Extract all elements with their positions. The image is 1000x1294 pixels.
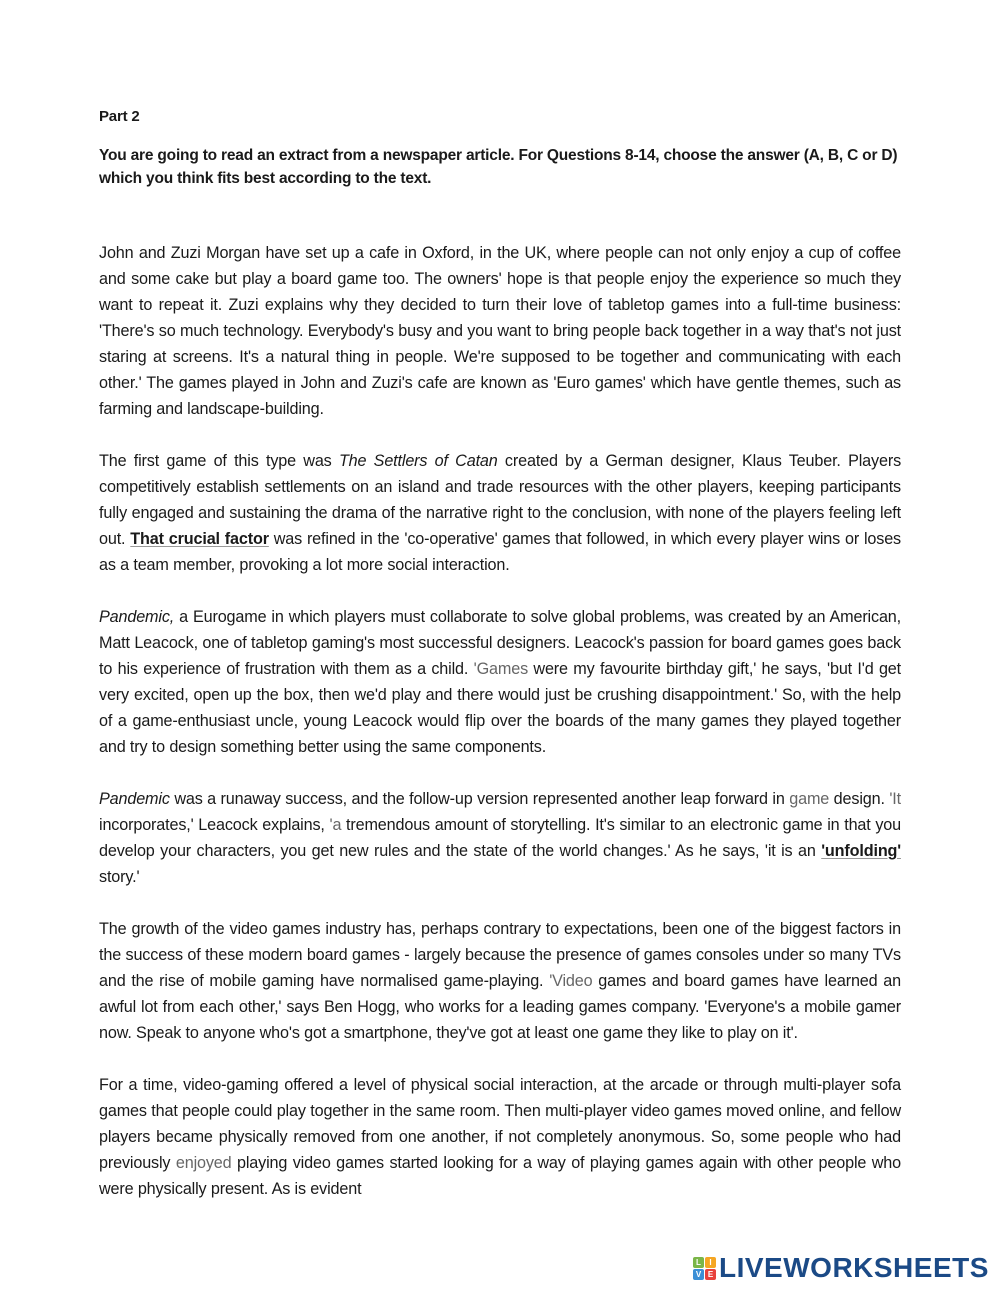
article-paragraph-1: John and Zuzi Morgan have set up a cafe in Oxford, in the UK, where people can not only enjoy a cup of coffee and some cake but play a board game too. The owners' hope is that people enjoy the experience so much they want to repeat it. Zuzi explains why they decided to turn their love of tabletop games into a full-time business: 'There's so much technology. Everybody's busy and you want to bring people back together in a way that's not just staring at screens. It's a natural thing in people. We're supposed to be together and communicating with each other.' The games played in John and Zuzi's cafe are known as 'Euro games' which have gentle themes, such as farming and landscape-building. — [99, 244, 901, 418]
article-paragraph-5 — [99, 916, 901, 1046]
text: was refined in the 'co-operative' games that followed, in which every player wins or loses as a team member, provoking a lot more social interaction. — [99, 530, 902, 574]
grey-word: 'Video — [549, 972, 593, 990]
instructions: You are going to read an extract from a newspaper article. For Questions 8-14, choose the answer (A, B, C or D) which you think fits best according to the text. — [99, 147, 898, 187]
text: a Eurogame in which players must collaborate to solve global problems, was created by an American, Matt Leacock, one of tabletop gaming's most successful designers. Leacock's passion for board games goes back to his experience of frustration with them as a child. — [99, 608, 901, 678]
highlighted-word-unfolding: 'unfolding' — [821, 842, 901, 860]
text: The growth of the video games industry has, perhaps contrary to expectations, been one of the biggest factors in the success of these modern board games - largely because the presence of games consoles under so many TVs and the rise of mobile gaming have normalised game-playing. — [99, 920, 901, 990]
game-title: Pandemic, — [99, 608, 175, 626]
game-title: Pandemic — [99, 790, 170, 808]
text: playing video games started looking for a way of playing games again with other people who were physically present. As is evident — [99, 1154, 901, 1198]
part-title: Part 2 — [99, 108, 140, 125]
text: For a time, video-gaming offered a level of physical social interaction, at the arcade or through multi-player sofa games that people could play together in the same room. Then multi-player video games moved online, and fellow players became physically removed from one another, if not completely anonymous. So, some people who had previously — [99, 1076, 901, 1172]
article-paragraph-6 — [99, 1072, 901, 1202]
liveworksheets-watermark — [693, 1253, 989, 1283]
text: design. — [829, 790, 890, 808]
logo-letter: E — [705, 1269, 716, 1280]
grey-word: 'a — [329, 816, 342, 834]
grey-word: 'It — [889, 790, 901, 808]
logo-letter: I — [705, 1257, 716, 1268]
grey-word: enjoyed — [175, 1154, 232, 1172]
text: was a runaway success, and the follow-up version represented another leap forward in — [169, 790, 790, 808]
article-paragraph-3 — [99, 604, 901, 760]
text: were my favourite birthday gift,' he says, 'but I'd get very excited, open up the box, then we'd play and there would just be crushing disappointment.' So, with the help of a game-enthusiast uncle, young Leacock would flip over the boards of the many games they played together and try to design something better using the same components. — [99, 660, 901, 756]
grey-word: 'Games — [473, 660, 529, 678]
watermark-text: LIVEWORKSHEETS — [719, 1252, 989, 1283]
text: The first game of this type was — [99, 452, 339, 470]
logo-letter: L — [693, 1257, 704, 1268]
text: tremendous amount of storytelling. It's similar to an electronic game in that you develop your characters, you get new rules and the state of the world changes.' As he says, 'it is an — [99, 816, 901, 860]
liveworksheets-logo-icon — [693, 1257, 716, 1280]
highlighted-phrase-crucial-factor: That crucial factor — [130, 530, 269, 548]
article-paragraph-2 — [99, 448, 901, 578]
grey-word: game — [789, 790, 830, 808]
text: games and board games have learned an awful lot from each other,' says Ben Hogg, who works for a leading games company. 'Everyone's a mobile gamer now. Speak to anyone who's got a smartphone, they've got at least one game they like to play on it'. — [99, 972, 901, 1042]
article-paragraph-4 — [99, 786, 901, 890]
logo-letter: V — [693, 1269, 704, 1280]
text: story.' — [99, 868, 140, 886]
worksheet-page — [99, 108, 901, 1228]
text: created by a German designer, Klaus Teuber. Players competitively establish settlements on an island and trade resources with the other players, keeping participants fully engaged and sustaining the drama of the narrative right to the conclusion, with none of the players feeling left out. — [99, 452, 902, 548]
game-title: The Settlers of Catan — [338, 452, 498, 470]
text: incorporates,' Leacock explains, — [99, 816, 330, 834]
